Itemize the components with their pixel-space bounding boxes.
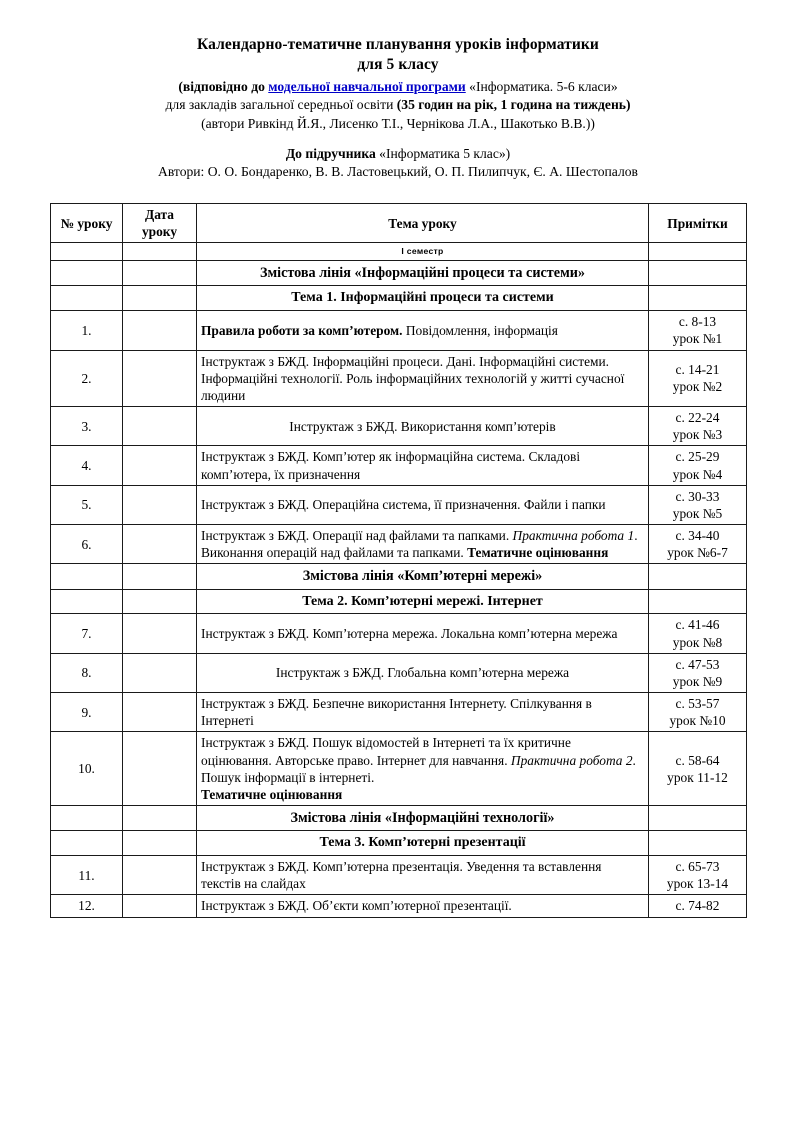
note-lesson-number: урок 13-14: [666, 876, 729, 892]
cell-lesson-no: 10.: [51, 732, 123, 806]
cell-lesson-topic: Інструктаж з БЖД. Комп’ютерна мережа. Локальна комп’ютерна мережа: [197, 614, 649, 653]
cell-notes: с. 14-21 урок №2: [649, 350, 747, 406]
cell-lesson-no: 9.: [51, 693, 123, 732]
cell-lesson-date[interactable]: [123, 693, 197, 732]
table-row: [51, 732, 747, 806]
cell-lesson-no: [51, 589, 123, 614]
table-row: [51, 653, 747, 692]
note-lesson-number: урок №2: [672, 379, 723, 395]
cell-lesson-topic: Інструктаж з БЖД. Пошук відомостей в Інтернеті та їх критичне оцінювання. Авторське право. Інтернет для навчання. Практична робота 2. Пошук інформації в інтернеті. Тематичне оцінювання: [197, 732, 649, 806]
semester-banner-label: I семестр: [197, 243, 649, 261]
program-reference-suffix: «Інформатика. 5-6 класи»: [465, 78, 618, 94]
cell-lesson-date[interactable]: [123, 485, 197, 524]
cell-lesson-no: 6.: [51, 525, 123, 564]
cell-lesson-no: [51, 831, 123, 856]
cell-lesson-date[interactable]: [123, 653, 197, 692]
cell-lesson-no: 1.: [51, 311, 123, 350]
section-banner-label: Змістова лінія «Комп’ютерні мережі»: [197, 564, 649, 589]
cell-notes: [649, 805, 747, 830]
table-header: [51, 203, 747, 242]
table-row: [51, 407, 747, 446]
cell-lesson-date[interactable]: [123, 856, 197, 895]
cell-lesson-topic: Інструктаж з БЖД. Операційна система, її призначення. Файли і папки: [197, 485, 649, 524]
table-row: [51, 311, 747, 350]
section-banner-label: Змістова лінія «Інформаційні технології»: [197, 805, 649, 830]
cell-notes: с. 25-29 урок №4: [649, 446, 747, 485]
note-lesson-number: урок №9: [672, 673, 723, 689]
table-body: [51, 243, 747, 917]
cell-lesson-topic: Інструктаж з БЖД. Операції над файлами та папками. Практична робота 1. Виконання операцій над файлами та папками. Тематичне оцінювання: [197, 525, 649, 564]
cell-lesson-topic: Інструктаж з БЖД. Безпечне використання Інтернету. Спілкування в Інтернеті: [197, 693, 649, 732]
cell-lesson-date: [123, 261, 197, 286]
heading-spacer: [50, 133, 746, 144]
table-row: [51, 485, 747, 524]
section-banner-row: [51, 564, 747, 589]
cell-lesson-date: [123, 286, 197, 311]
note-lesson-number: урок №10: [669, 713, 726, 729]
program-reference-line: [50, 78, 746, 96]
cell-lesson-date[interactable]: [123, 895, 197, 917]
program-reference-prefix: (відповідно до: [178, 78, 269, 94]
note-lesson-number: урок 11-12: [667, 769, 728, 785]
cell-lesson-no: [51, 564, 123, 589]
cell-lesson-date[interactable]: [123, 350, 197, 406]
table-row: [51, 350, 747, 406]
column-header-lesson-date: Дата уроку: [123, 203, 197, 242]
textbook-line: [50, 145, 746, 163]
cell-lesson-no: 8.: [51, 653, 123, 692]
section-banner-label: Тема 2. Комп’ютерні мережі. Інтернет: [197, 589, 649, 614]
cell-lesson-topic: Інструктаж з БЖД. Об’єкти комп’ютерної презентації.: [197, 895, 649, 917]
cell-lesson-no: 5.: [51, 485, 123, 524]
practical-work-label: Практична робота 1: [512, 528, 635, 544]
cell-lesson-date: [123, 831, 197, 856]
section-banner-row: [51, 261, 747, 286]
semester-banner-row: [51, 243, 747, 261]
cell-notes: [649, 243, 747, 261]
column-header-lesson-topic: Тема уроку: [197, 203, 649, 242]
cell-lesson-no: 11.: [51, 856, 123, 895]
cell-lesson-no: 4.: [51, 446, 123, 485]
table-row: [51, 525, 747, 564]
note-lesson-number: урок №5: [672, 505, 723, 521]
table-row: [51, 895, 747, 917]
textbook-name: «Інформатика 5 клас»): [375, 145, 511, 161]
cell-lesson-date[interactable]: [123, 407, 197, 446]
cell-lesson-date[interactable]: [123, 525, 197, 564]
cell-lesson-date: [123, 243, 197, 261]
section-banner-label: Змістова лінія «Інформаційні процеси та системи»: [197, 261, 649, 286]
assessment-label: Тематичне оцінювання: [201, 786, 343, 802]
cell-notes: с. 65-73 урок 13-14: [649, 856, 747, 895]
textbook-label: До підручника: [285, 145, 376, 161]
cell-lesson-topic: Інструктаж з БЖД. Інформаційні процеси. Дані. Інформаційні системи. Інформаційні технології. Роль інформаційних технологій у житті сучасної людини: [197, 350, 649, 406]
cell-lesson-date: [123, 805, 197, 830]
cell-lesson-no: 2.: [51, 350, 123, 406]
hours-line: [50, 96, 746, 114]
cell-notes: с. 58-64 урок 11-12: [649, 732, 747, 806]
cell-lesson-no: [51, 805, 123, 830]
program-authors-line: (автори Ривкінд Й.Я., Лисенко Т.І., Чернікова Л.А., Шакотько В.В.)): [201, 115, 595, 131]
cell-lesson-no: 12.: [51, 895, 123, 917]
cell-notes: с. 74-82: [649, 895, 747, 917]
table-header-row: [51, 203, 747, 242]
table-row: [51, 693, 747, 732]
cell-notes: с. 34-40 урок №6-7: [649, 525, 747, 564]
cell-lesson-date[interactable]: [123, 732, 197, 806]
table-row: [51, 614, 747, 653]
cell-lesson-date[interactable]: [123, 311, 197, 350]
cell-notes: с. 30-33 урок №5: [649, 485, 747, 524]
cell-notes: [649, 261, 747, 286]
cell-lesson-date[interactable]: [123, 614, 197, 653]
cell-lesson-date[interactable]: [123, 446, 197, 485]
cell-notes: [649, 589, 747, 614]
section-banner-row: [51, 589, 747, 614]
practical-work-label: Практична робота 2: [510, 752, 633, 768]
note-lesson-number: урок №6-7: [667, 545, 728, 561]
hours-line-bold: (35 годин на рік, 1 година на тиждень): [396, 97, 631, 113]
cell-lesson-no: 3.: [51, 407, 123, 446]
page-title: Календарно-тематичне планування уроків інформатики: [197, 36, 599, 53]
calendar-plan-table: [50, 203, 747, 918]
cell-lesson-no: [51, 286, 123, 311]
note-lesson-number: урок №1: [672, 331, 723, 347]
cell-notes: с. 41-46 урок №8: [649, 614, 747, 653]
cell-lesson-no: 7.: [51, 614, 123, 653]
cell-notes: с. 53-57 урок №10: [649, 693, 747, 732]
cell-notes: с. 47-53 урок №9: [649, 653, 747, 692]
cell-notes: с. 8-13 урок №1: [649, 311, 747, 350]
topic-lead-bold: Правила роботи за комп’ютером.: [201, 322, 403, 338]
model-program-link[interactable]: модельної навчальної програми: [268, 78, 466, 94]
note-lesson-number: урок №8: [672, 634, 723, 650]
section-banner-row: [51, 831, 747, 856]
cell-lesson-date: [123, 589, 197, 614]
table-row: [51, 446, 747, 485]
table-row: [51, 856, 747, 895]
page-subtitle-grade: для 5 класу: [357, 56, 439, 74]
column-header-notes: Примітки: [649, 203, 747, 242]
section-banner-row: [51, 805, 747, 830]
textbook-authors-line: Автори: О. О. Бондаренко, В. В. Ластовецький, О. П. Пилипчук, Є. А. Шестопалов: [158, 164, 638, 180]
cell-lesson-topic: Інструктаж з БЖД. Комп’ютер як інформаційна система. Складові комп’ютера, їх призначення: [197, 446, 649, 485]
hours-line-prefix: для закладів загальної середньої освіти: [165, 97, 397, 113]
assessment-label: Тематичне оцінювання: [467, 545, 609, 561]
cell-lesson-no: [51, 261, 123, 286]
cell-notes: [649, 831, 747, 856]
section-banner-label: Тема 1. Інформаційні процеси та системи: [197, 286, 649, 311]
cell-lesson-topic: Інструктаж з БЖД. Використання комп’ютерів: [197, 407, 649, 446]
cell-notes: [649, 286, 747, 311]
column-header-lesson-no: № уроку: [51, 203, 123, 242]
document-heading: [50, 36, 746, 181]
note-lesson-number: урок №4: [672, 466, 723, 482]
section-banner-row: [51, 286, 747, 311]
cell-lesson-no: [51, 243, 123, 261]
cell-notes: с. 22-24 урок №3: [649, 407, 747, 446]
section-banner-label: Тема 3. Комп’ютерні презентації: [197, 831, 649, 856]
cell-lesson-topic: Інструктаж з БЖД. Комп’ютерна презентація. Уведення та вставлення текстів на слайдах: [197, 856, 649, 895]
cell-lesson-date: [123, 564, 197, 589]
cell-lesson-topic: Правила роботи за комп’ютером. Повідомлення, інформація: [197, 311, 649, 350]
cell-notes: [649, 564, 747, 589]
cell-lesson-topic: Інструктаж з БЖД. Глобальна комп’ютерна мережа: [197, 653, 649, 692]
note-lesson-number: урок №3: [672, 427, 723, 443]
